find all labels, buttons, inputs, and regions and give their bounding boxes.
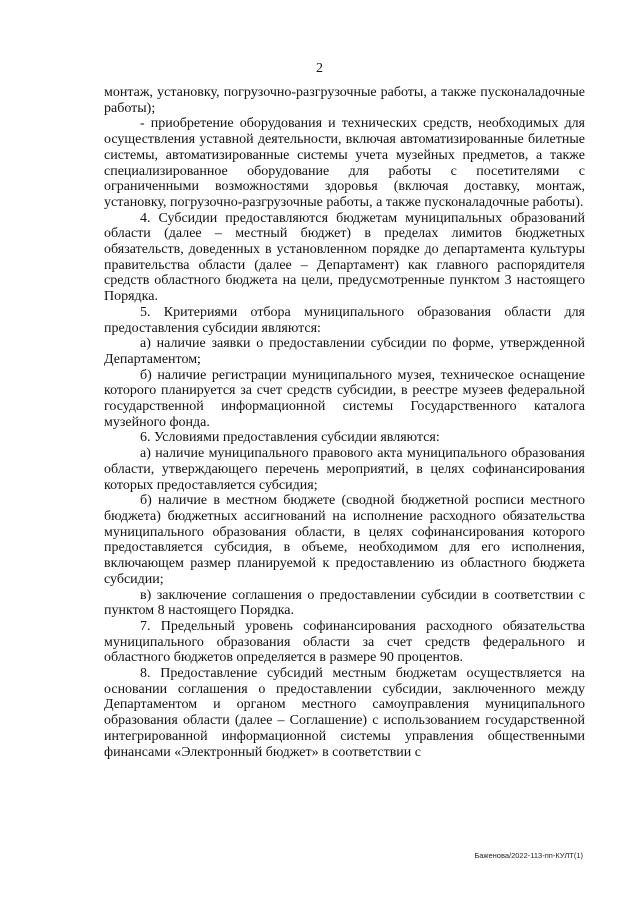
paragraph-clause-6a: а) наличие муниципального правового акта муниципального образования области, утверждающего перечень мероприятий, в целях софинансирования которых предоставляется субсидия; (104, 446, 585, 493)
paragraph-clause-6c: в) заключение соглашения о предоставлении субсидии в соответствии с пунктом 8 настоящего Порядка. (104, 587, 585, 619)
paragraph-clause-7: 7. Предельный уровень софинансирования расходного обязательства муниципального образования области за счет средств федерального и областного бюджетов определяется в размере 90 процентов. (104, 618, 585, 666)
paragraph-equipment-item: - приобретение оборудования и технических средств, необходимых для осуществления уставной деятельности, включая автоматизированные билетные системы, автоматизированные системы учета музейных предметов, а также специализированное оборудование для работы с посетителями с ограниченными возможностями здоровья (включая доставку, монтаж, установку, погрузочно-разгрузочные работы, а также пусконаладочные работы). (104, 116, 585, 210)
paragraph-clause-6: 6. Условиями предоставления субсидии являются: (140, 430, 440, 446)
paragraph-clause-5a: а) наличие заявки о предоставлении субсидии по форме, утвержденной Департаментом; (104, 336, 585, 367)
paragraph-clause-8: 8. Предоставление субсидий местным бюджетам осуществляется на основании соглашения о предоставлении субсидии, заключенного между Департаментом и органом местного самоуправления муниципального образования области (далее – Соглашение) с использованием государственной интегрированной информационной системы управления общественными финансами «Электронный бюджет» в соответствии с (104, 666, 585, 760)
paragraph-clause-4: 4. Субсидии предоставляются бюджетам муниципальных образований области (далее – местный бюджет) в пределах лимитов бюджетных обязательств, доведенных в установленном порядке до департамента культуры правительства области (далее – Департамент) как главного распорядителя средств областного бюджета на цели, предусмотренные пунктом 3 настоящего Порядка. (104, 210, 585, 305)
paragraph-clause-6b: б) наличие в местном бюджете (сводной бюджетной росписи местного бюджета) бюджетных ассигнований на исполнение расходного обязательства муниципального образования области, в целях софинансирования которого предоставляется субсидия, в объеме, необходимом для его исполнения, включающем размер планируемой к предоставлению из областного бюджета субсидии; (104, 493, 585, 587)
paragraph-continuation: монтаж, установку, погрузочно-разгрузочные работы, а также пусконаладочные работы); (104, 85, 585, 116)
document-body (104, 85, 585, 760)
paragraph-clause-5b: б) наличие регистрации муниципального музея, техническое оснащение которого планируется за счет средств субсидии, в реестре музеев федеральной государственной информационной системы Государственного каталога музейного фонда. (104, 367, 585, 430)
page-number: 2 (316, 61, 323, 76)
paragraph-clause-5: 5. Критериями отбора муниципального образования области для предоставления субсидии являются: (104, 304, 585, 336)
document-footer-code: Баженова/2022-113-пп-КУЛТ(1) (474, 851, 583, 860)
